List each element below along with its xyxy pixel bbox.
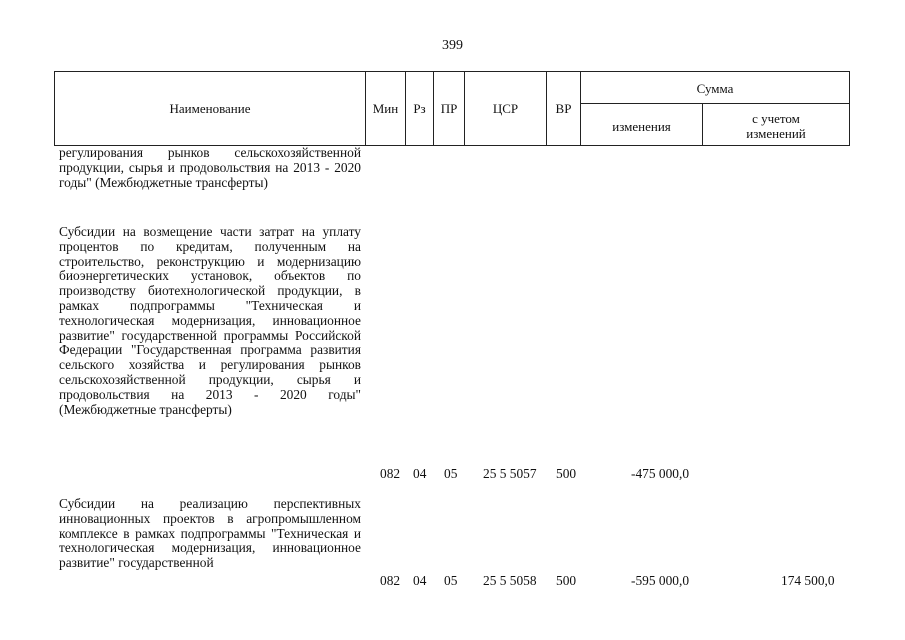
row1-vr: 500 [556, 466, 577, 481]
row1-rz: 04 [413, 466, 427, 481]
row2-min: 082 [380, 573, 401, 588]
header-sum-split [580, 103, 850, 104]
row2-total: 174 500,0 [781, 573, 835, 588]
row1-csr: 25 5 5057 [483, 466, 537, 481]
row1-change: -475 000,0 [631, 466, 690, 481]
header-with-changes-line2: изменений [746, 126, 806, 141]
header-min: Мин [372, 101, 399, 116]
row-text-innovation-subsidy: Субсидии на реализацию перспективных инновационных проектов в агропромышленном комплексе в рамках подпрограммы "Техническая и технологическая модернизация, инновационное развитие" государственной [59, 496, 361, 571]
header-top-border [54, 71, 850, 72]
row2-pr: 05 [444, 573, 458, 588]
header-with-changes-line1: с учетом [752, 111, 800, 126]
header-pr: ПР [440, 101, 458, 116]
header-name: Наименование [169, 101, 251, 116]
row1-pr: 05 [444, 466, 458, 481]
header-csr: ЦСР [492, 101, 519, 116]
header-change: изменения [612, 119, 671, 134]
header-vr: ВР [555, 101, 572, 116]
row2-csr: 25 5 5058 [483, 573, 537, 588]
col-border-right [849, 71, 850, 146]
header-rz: Рз [413, 101, 426, 116]
row2-change: -595 000,0 [631, 573, 690, 588]
row-text-biotech-subsidy: Субсидии на возмещение части затрат на уплату процентов по кредитам, полученным на строительство, реконструкцию и модернизацию биоэнергетических установок, объектов по производству биотехнологической продукции, в рамках подпрограммы "Техническая и технологическая модернизация, инновационное развитие" государственной программы Российской Федерации "Государственная программа развития сельского хозяйства и регулирования рынков сельскохозяйственной продукции, сырья и продовольствия на 2013 - 2020 годы" (Межбюджетные трансферты) [59, 224, 361, 417]
row-text-continuation: регулирования рынков сельскохозяйственной продукции, сырья и продовольствия на 2013 - 2020 годы" (Межбюджетные трансферты) [59, 145, 361, 190]
header-with-changes [703, 111, 849, 141]
page-number: 399 [442, 38, 463, 53]
row2-rz: 04 [413, 573, 427, 588]
row1-min: 082 [380, 466, 401, 481]
header-sum: Сумма [696, 81, 734, 96]
row2-vr: 500 [556, 573, 577, 588]
